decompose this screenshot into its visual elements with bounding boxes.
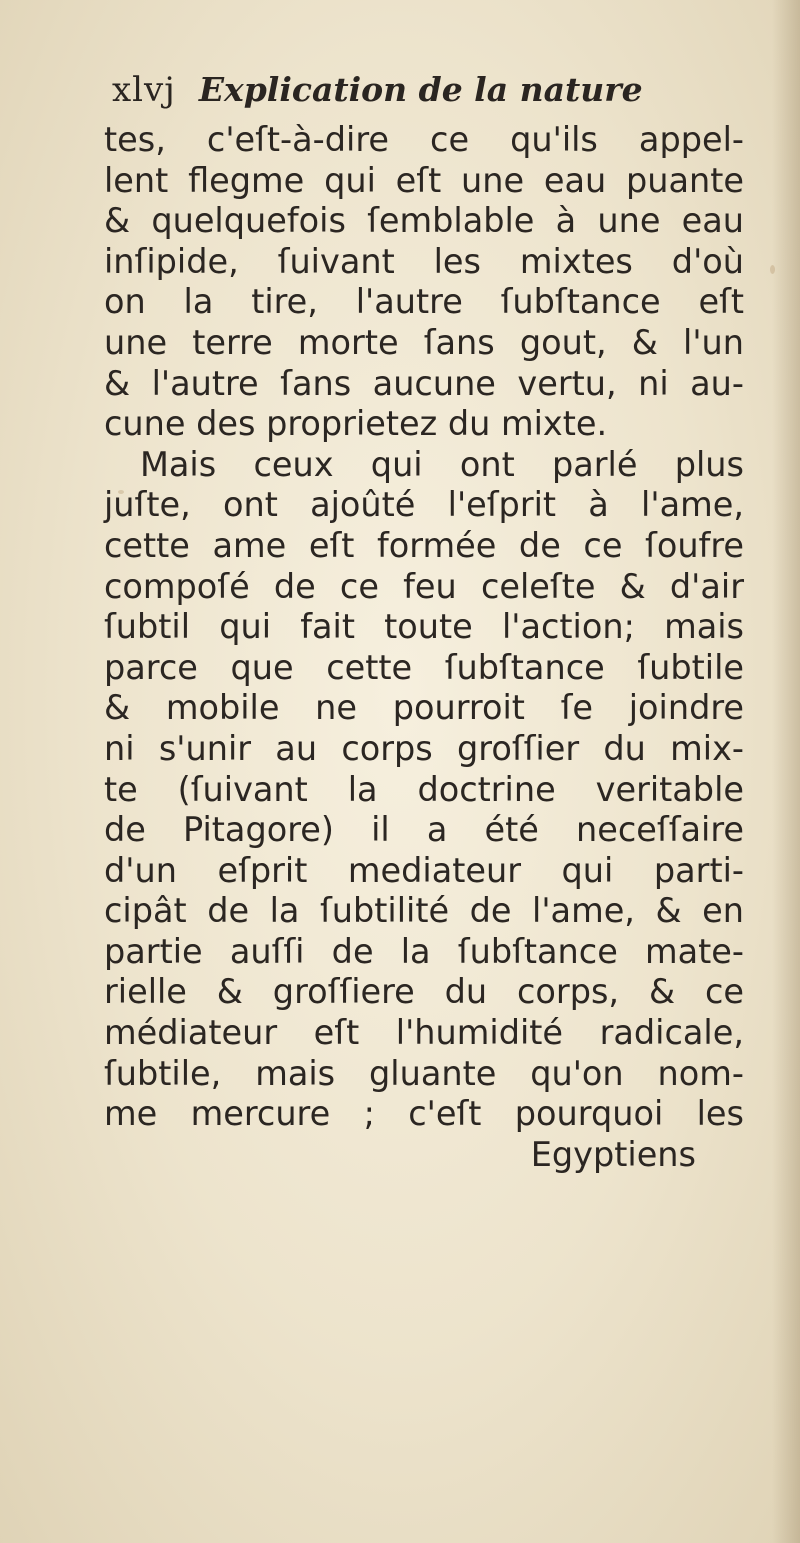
text-line: parce que cette ſubſtance ſubtile	[104, 647, 744, 687]
text-line: ſubtile, mais gluante qu'on nom-	[104, 1053, 744, 1093]
text-line: médiateur eſt l'humidité radicale,	[104, 1013, 744, 1053]
text-line: cette ame eſt formée de ce ſoufre	[104, 525, 744, 565]
text-line: juſte, ont ajoûté l'eſprit à l'ame,	[104, 485, 744, 525]
page-edge-shadow	[772, 0, 800, 1543]
paragraph-start-line: Mais ceux qui ont parlé plus	[140, 444, 744, 484]
text-line: partie auſſi de la ſubſtance mate-	[104, 931, 744, 971]
text-line: & mobile ne pourroit ſe joindre	[104, 688, 744, 728]
text-line: rielle & groſſiere du corps, & ce	[104, 972, 744, 1012]
text-line: cipât de la ſubtilité de l'ame, & en	[104, 891, 744, 931]
paper-spot	[770, 265, 775, 274]
text-line: une terre morte ſans gout, & l'un	[104, 322, 744, 362]
text-line: lent flegme qui eſt une eau puante	[104, 160, 744, 200]
text-line: inſipide, ſuivant les mixtes d'où	[104, 241, 744, 281]
running-header	[112, 70, 712, 120]
catchword: Egyptiens	[530, 1134, 696, 1174]
text-line: te (ſuivant la doctrine veritable	[104, 769, 744, 809]
body-text	[104, 120, 744, 1175]
text-line: compoſé de ce feu celeſte & d'air	[104, 566, 744, 606]
text-line: ſubtil qui fait toute l'action; mais	[104, 607, 744, 647]
text-line: & l'autre ſans aucune vertu, ni au-	[104, 363, 744, 403]
text-line: on la tire, l'autre ſubſtance eſt	[104, 282, 744, 322]
text-line: ni s'unir au corps groſſier du mix-	[104, 728, 744, 768]
running-title: Explication de la nature	[198, 70, 643, 109]
text-line: de Pitagore) il a été neceſſaire	[104, 810, 744, 850]
text-line: d'un eſprit mediateur qui parti-	[104, 850, 744, 890]
text-line: tes, c'eſt-à-dire ce qu'ils appel-	[104, 120, 744, 159]
text-line: cune des proprietez du mixte.	[104, 404, 608, 444]
page-number: xlvj	[112, 70, 176, 110]
text-line: me mercure ; c'eſt pourquoi les	[104, 1094, 744, 1134]
text-line: & quelquefois ſemblable à une eau	[104, 201, 744, 241]
